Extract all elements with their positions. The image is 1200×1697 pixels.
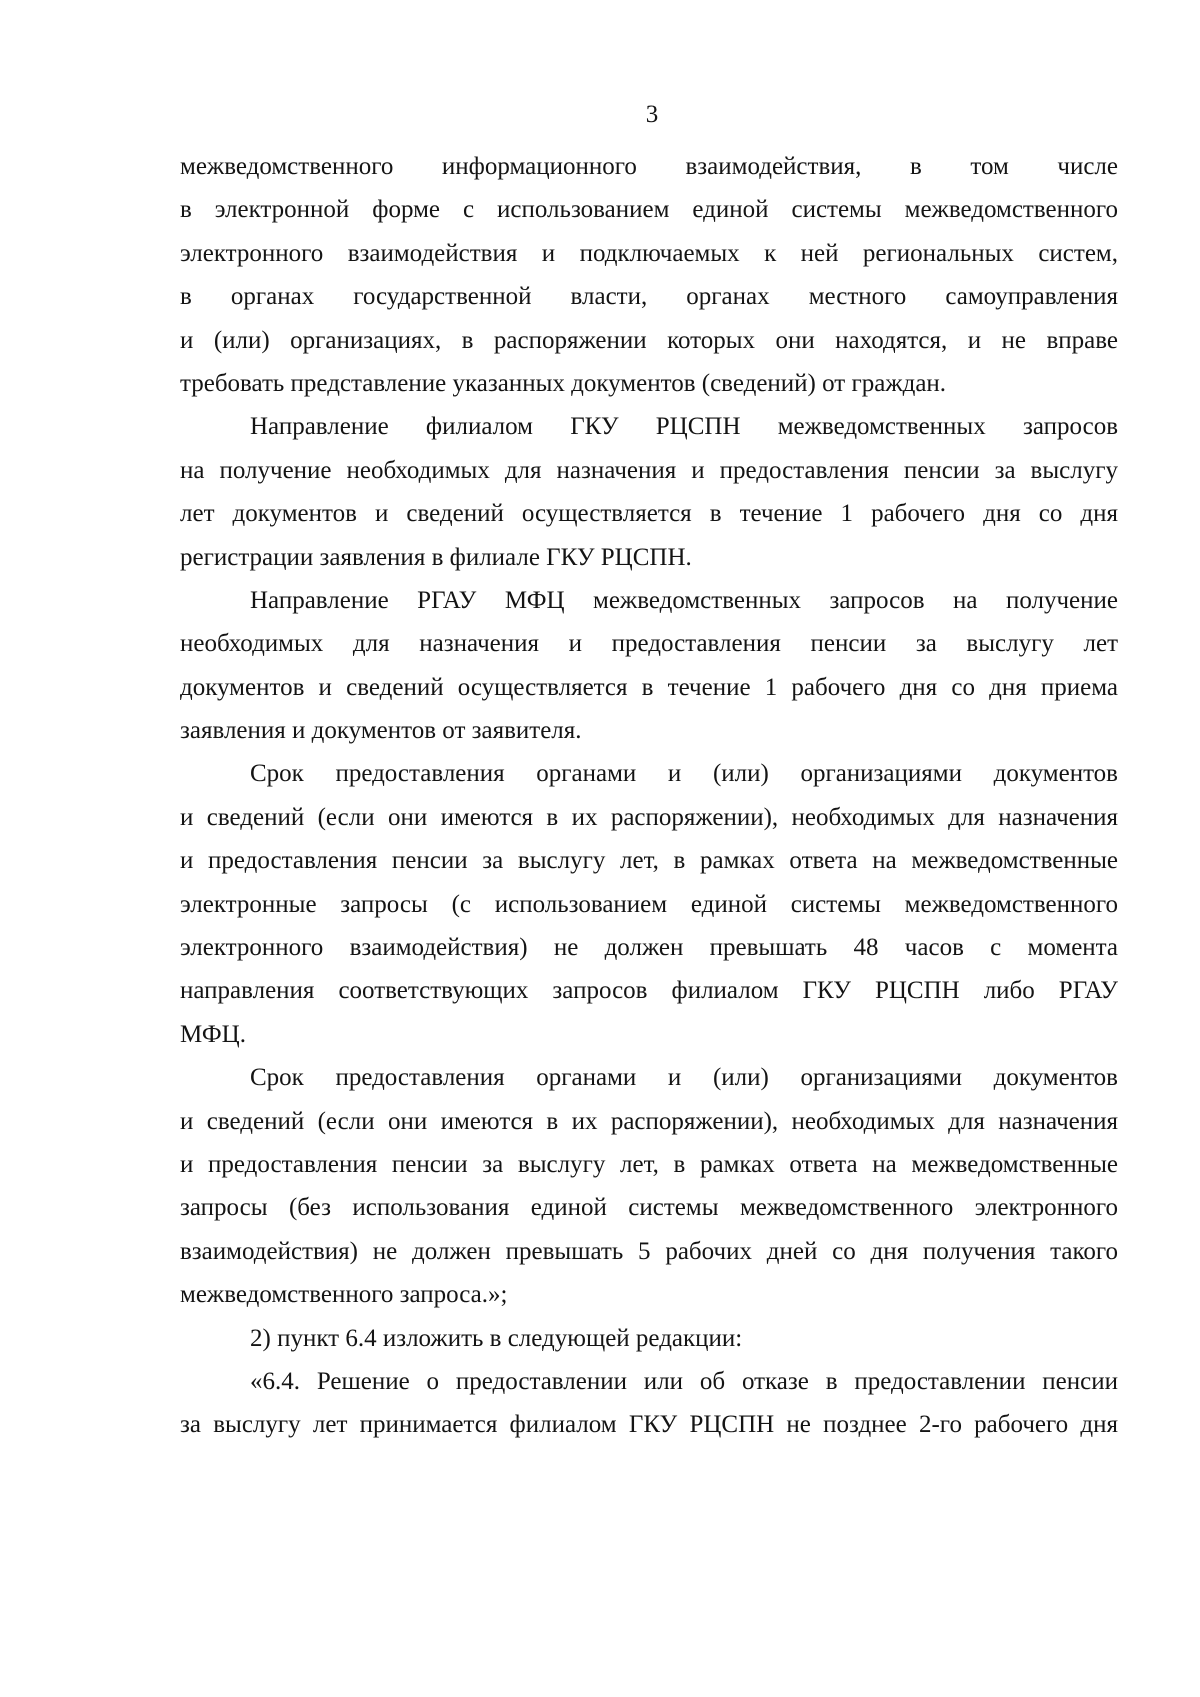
text-line: на получение необходимых для назначения и предоставления пенсии за выслугу <box>180 456 1118 484</box>
text-line: «6.4. Решение о предоставлении или об отказе в предоставлении пенсии <box>250 1367 1118 1395</box>
text-line: 2) пункт 6.4 изложить в следующей редакции: <box>250 1324 743 1352</box>
text-line: межведомственного информационного взаимодействия, в том числе <box>180 153 1118 180</box>
text-line: взаимодействия) не должен превышать 5 рабочих дней со дня получения такого <box>180 1237 1118 1265</box>
text-line: электронные запросы (с использованием единой системы межведомственного <box>180 890 1118 918</box>
text-line: Направление филиалом ГКУ РЦСПН межведомственных запросов <box>250 413 1118 441</box>
text-line: требовать представление указанных документов (сведений) от граждан. <box>180 369 947 397</box>
text-line: в органах государственной власти, органах местного самоуправления <box>180 283 1118 311</box>
text-line: и предоставления пенсии за выслугу лет, в рамках ответа на межведомственные <box>180 1150 1118 1178</box>
text-line: межведомственного запроса.»; <box>180 1281 508 1309</box>
paragraph <box>180 1317 1118 1360</box>
text-line: и сведений (если они имеются в их распоряжении), необходимых для назначения <box>180 1107 1118 1135</box>
text-line: необходимых для назначения и предоставления пенсии за выслугу лет <box>180 630 1118 658</box>
text-line: направления соответствующих запросов филиалом ГКУ РЦСПН либо РГАУ <box>180 977 1118 1005</box>
text-line: запросы (без использования единой системы межведомственного электронного <box>180 1194 1118 1222</box>
paragraph <box>180 1360 1118 1447</box>
text-line: Срок предоставления органами и (или) организациями документов <box>250 1064 1118 1092</box>
text-line: и сведений (если они имеются в их распоряжении), необходимых для назначения <box>180 803 1118 831</box>
text-line: Срок предоставления органами и (или) организациями документов <box>250 760 1118 788</box>
text-line: Направление РГАУ МФЦ межведомственных запросов на получение <box>250 586 1118 614</box>
text-line: электронного взаимодействия и подключаемых к ней региональных систем, <box>180 239 1118 267</box>
text-line: за выслугу лет принимается филиалом ГКУ РЦСПН не позднее 2-го рабочего дня <box>180 1411 1118 1439</box>
text-line: регистрации заявления в филиале ГКУ РЦСПН. <box>180 543 692 571</box>
document-body <box>180 145 1118 1447</box>
paragraph <box>180 579 1118 753</box>
paragraph <box>180 405 1118 579</box>
text-line: МФЦ. <box>180 1020 246 1048</box>
text-line: в электронной форме с использованием единой системы межведомственного <box>180 196 1118 224</box>
text-line: электронного взаимодействия) не должен превышать 48 часов с момента <box>180 934 1118 962</box>
paragraph <box>180 752 1118 1056</box>
text-line: заявления и документов от заявителя. <box>180 717 582 745</box>
page-number: 3 <box>645 101 659 128</box>
text-line: лет документов и сведений осуществляется в течение 1 рабочего дня со дня <box>180 500 1118 528</box>
paragraph <box>180 1056 1118 1316</box>
text-line: и предоставления пенсии за выслугу лет, в рамках ответа на межведомственные <box>180 847 1118 875</box>
text-line: и (или) организациях, в распоряжении которых они находятся, и не вправе <box>180 326 1118 354</box>
paragraph <box>180 145 1118 405</box>
text-line: документов и сведений осуществляется в течение 1 рабочего дня со дня приема <box>180 673 1118 701</box>
